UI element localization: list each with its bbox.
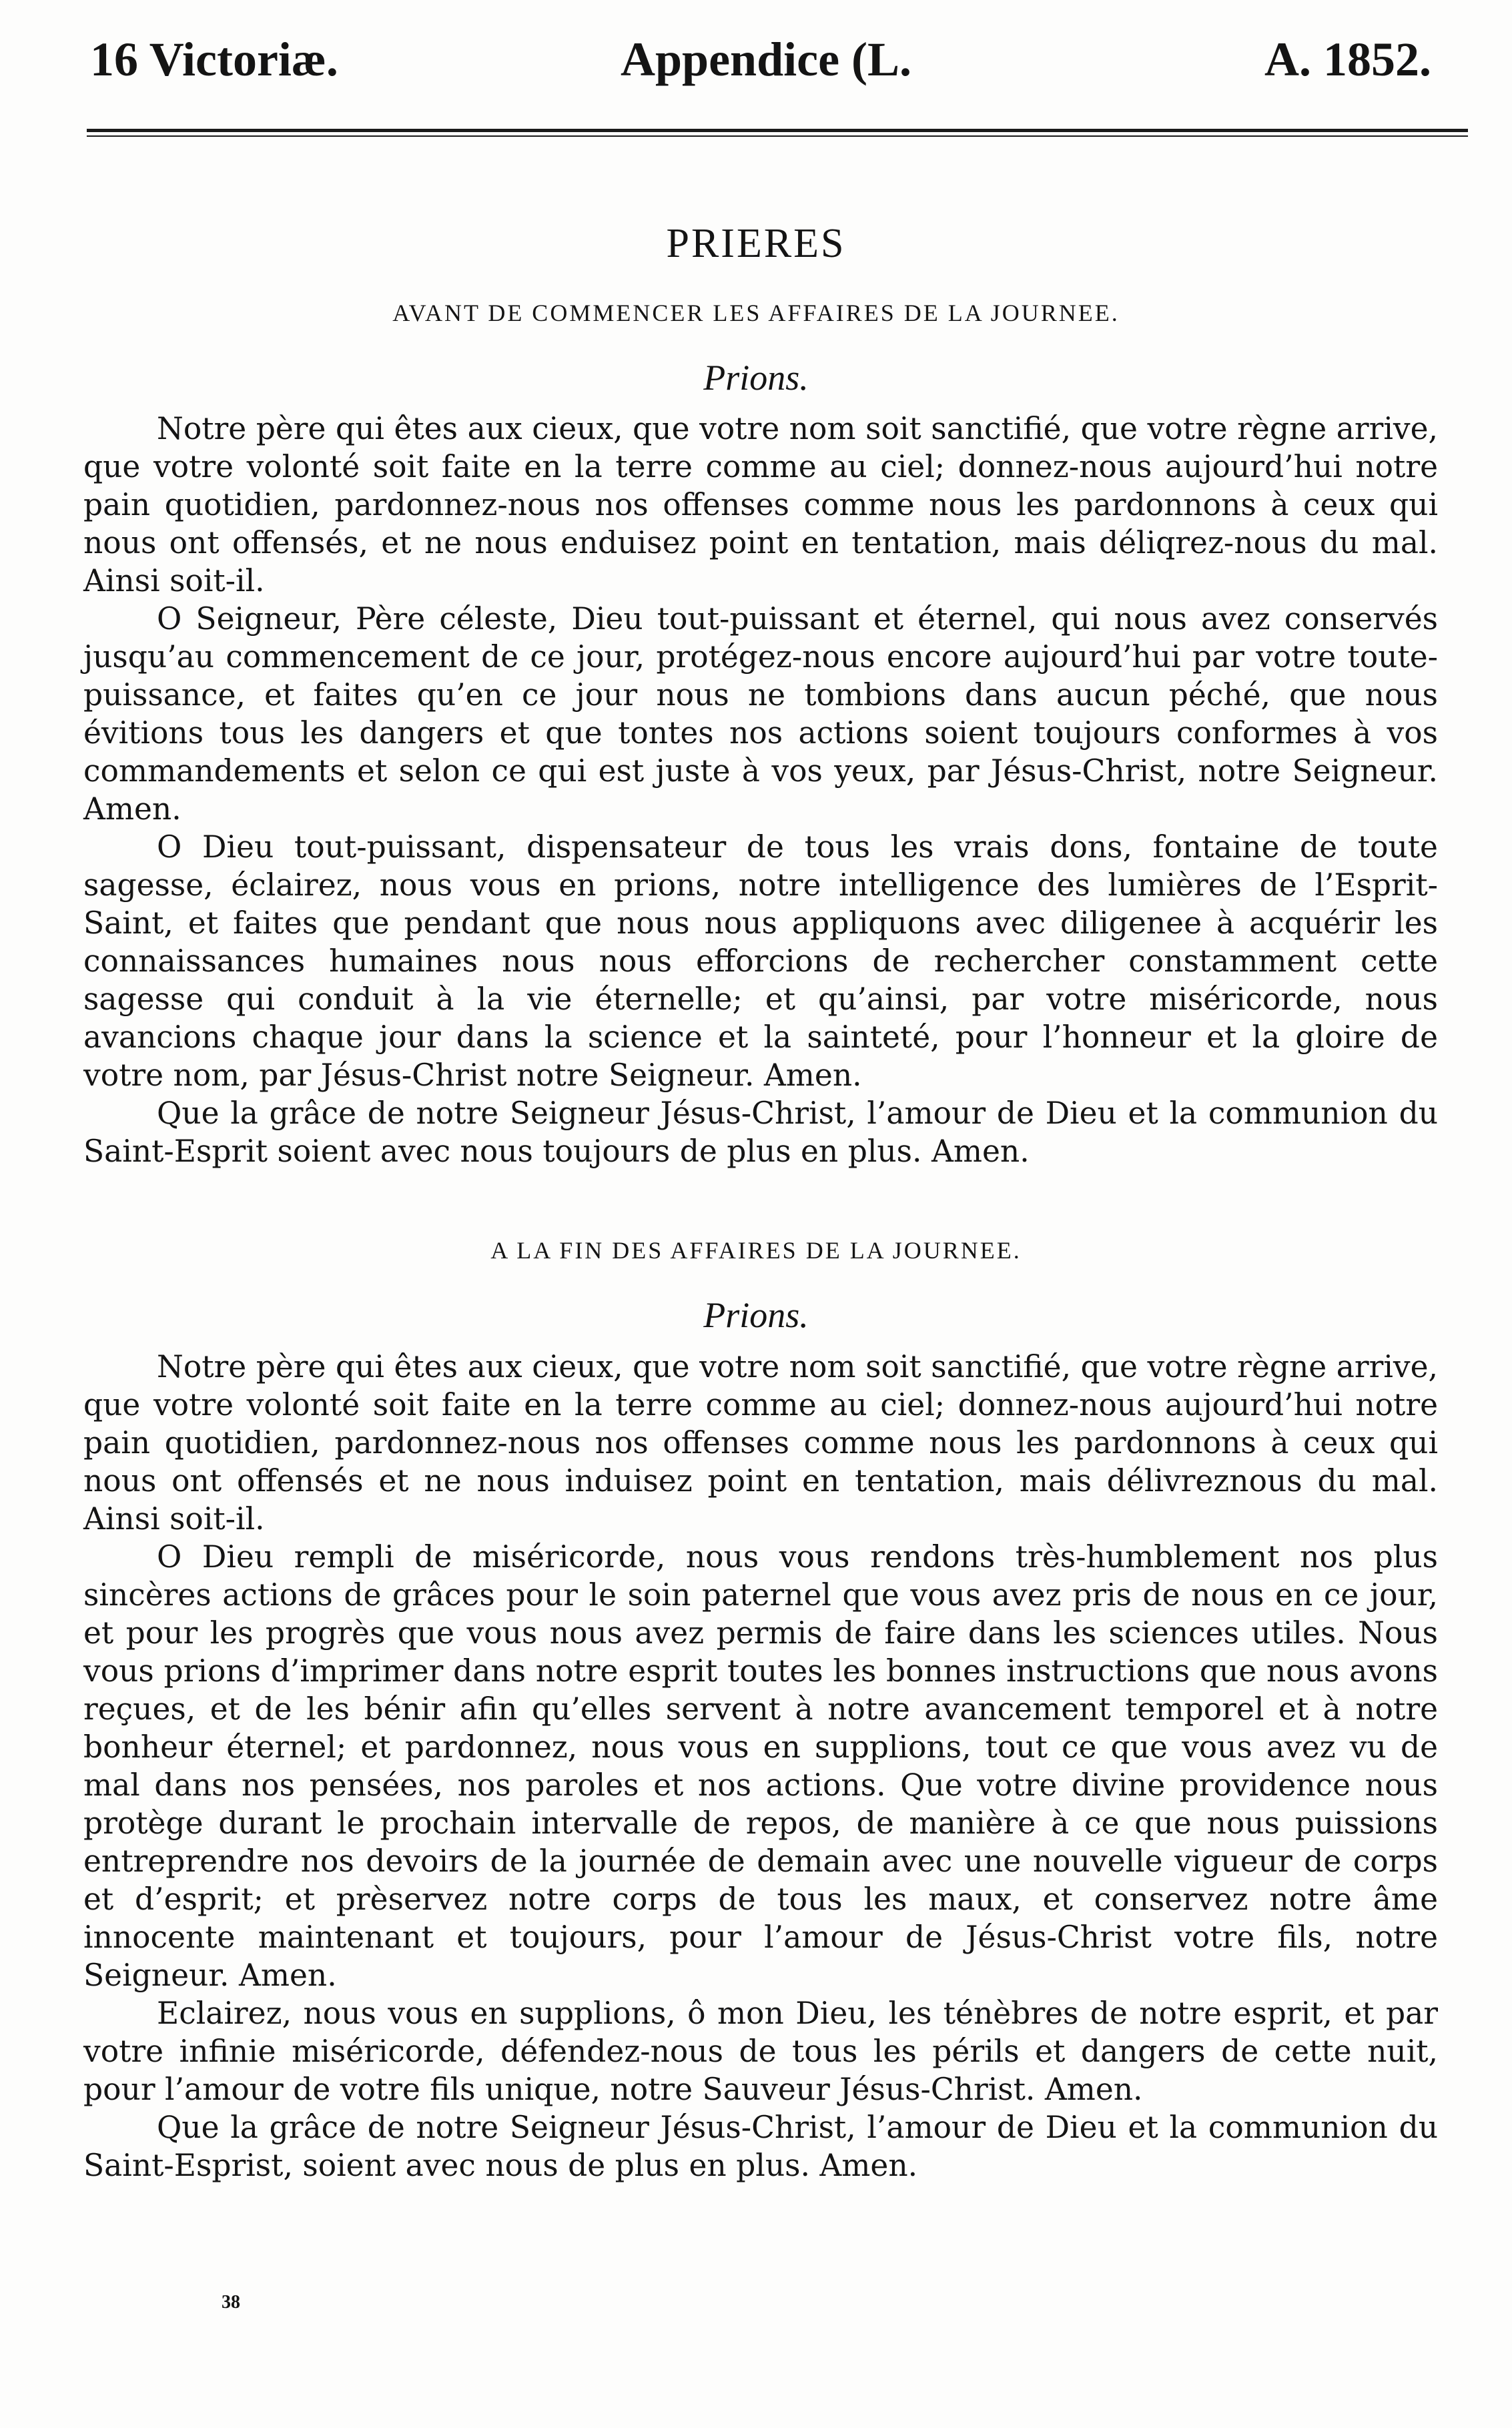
header-rule-thick bbox=[87, 129, 1468, 132]
morning-prayers bbox=[83, 410, 1438, 1170]
prions-heading-morning: Prions. bbox=[703, 358, 809, 398]
page-number: 38 bbox=[222, 2292, 240, 2313]
page-title: PRIERES bbox=[666, 221, 846, 266]
prayer-paragraph: O Dieu tout-puissant, dispensateur de tous les vrais dons, fontaine de toute sagesse, éclairez, nous vous en prions, notre intelligence des lumières de l’Esprit-Saint, et faites que pendant que nous nous appliquons avec diligenee à acquérir les connaissances humaines nous nous efforcions de rechercher constamment cette sagesse qui conduit à la vie éternelle; et qu’ainsi, par votre miséricorde, nous avancions chaque jour dans la science et la sainteté, pour l’honneur et la gloire de votre nom, par Jésus-Christ notre Seigneur. Amen. bbox=[83, 829, 1438, 1093]
section-heading-evening: A LA FIN DES AFFAIRES DE LA JOURNEE. bbox=[490, 1237, 1022, 1264]
prayer-paragraph: Que la grâce de notre Seigneur Jésus-Christ, l’amour de Dieu et la communion du Saint-Esprit soient avec nous toujours de plus en plus. Amen. bbox=[83, 1096, 1438, 1169]
prayer-paragraph: Que la grâce de notre Seigneur Jésus-Christ, l’amour de Dieu et la communion du Saint-Esprist, soient avec nous de plus en plus. Amen. bbox=[83, 2110, 1438, 2183]
section-heading-morning: AVANT DE COMMENCER LES AFFAIRES DE LA JOURNEE. bbox=[392, 300, 1120, 326]
prayer-paragraph: O Dieu rempli de miséricorde, nous vous rendons très-humblement nos plus sincères actions de grâces pour le soin paternel que vous avez pris de nous en ce jour, et pour les progrès que vous nous avez permis de faire dans les sciences utiles. Nous vous prions d’imprimer dans notre esprit toutes les bonnes instructions que nous avons reçues, et de les bénir afin qu’elles servent à notre avancement temporel et à notre bonheur éternel; et pardonnez, nous vous en supplions, tout ce que vous avez vu de mal dans nos pensées, nos paroles et nos actions. Que votre divine providence nous protège durant le prochain intervalle de repos, de manière à ce que nous puissions entreprendre nos devoirs de la journée de demain avec une nouvelle vigueur de corps et d’esprit; et prèservez notre corps de tous les maux, et conservez notre âme innocente maintenant et toujours, pour l’amour de Jésus-Christ votre fils, notre Seigneur. Amen. bbox=[83, 1539, 1438, 1993]
prions-heading-evening: Prions. bbox=[703, 1295, 809, 1335]
header-session: 16 Victoriæ. bbox=[90, 33, 338, 86]
header-rule-thin bbox=[87, 135, 1468, 137]
prayer-paragraph: Eclairez, nous vous en supplions, ô mon Dieu, les ténèbres de notre esprit, et par votre infinie miséricorde, défendez-nous de tous les périls et dangers de cette nuit, pour l’amour de votre fils unique, notre Sauveur Jésus-Christ. Amen. bbox=[83, 1996, 1438, 2107]
evening-prayers bbox=[83, 1348, 1438, 2184]
header-appendix: Appendice (L. bbox=[621, 33, 912, 86]
prayer-paragraph: Notre père qui êtes aux cieux, que votre nom soit sanctifié, que votre règne arrive, que votre volonté soit faite en la terre comme au ciel; donnez-nous aujourd’hui notre pain quotidien, pardonnez-nous nos offenses comme nous les pardonnons à ceux qui nous ont offensés, et ne nous enduisez point en tentation, mais déliqrez-nous du mal. Ainsi soit-il. bbox=[83, 411, 1438, 598]
prayer-paragraph: Notre père qui êtes aux cieux, que votre nom soit sanctifié, que votre règne arrive, que votre volonté soit faite en la terre comme au ciel; donnez-nous aujourd’hui notre pain quotidien, pardonnez-nous nos offenses comme nous les pardonnons à ceux qui nous ont offensés et ne nous induisez point en tentation, mais délivreznous du mal. Ainsi soit-il. bbox=[83, 1349, 1438, 1537]
running-header bbox=[83, 32, 1431, 99]
header-year: A. 1852. bbox=[1264, 33, 1431, 86]
prayer-paragraph: O Seigneur, Père céleste, Dieu tout-puissant et éternel, qui nous avez conservés jusqu’au commencement de ce jour, protégez-nous encore aujourd’hui par votre toute-puissance, et faites qu’en ce jour nous ne tombions dans aucun péché, que nous évitions tous les dangers et que tontes nos actions soient toujours conformes à vos commandements et selon ce qui est juste à vos yeux, par Jésus-Christ, notre Seigneur. Amen. bbox=[83, 601, 1438, 827]
